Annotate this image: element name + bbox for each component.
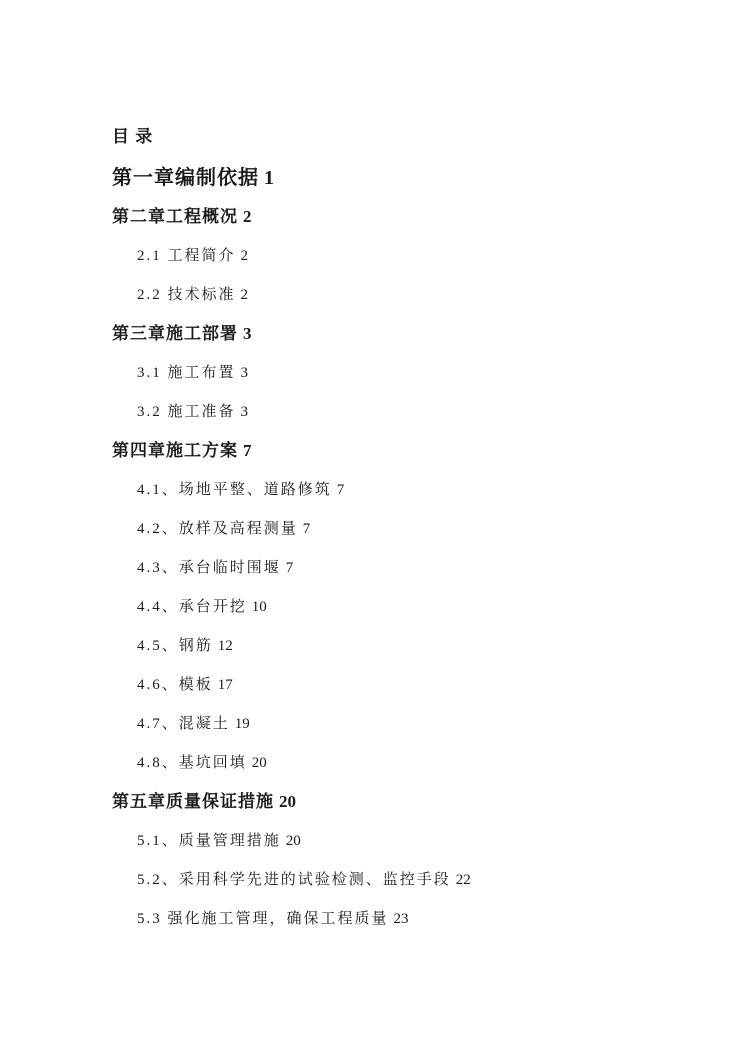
toc-entry-label: 4.5、钢筋 [137,638,213,654]
toc-entry-label: 4.8、基坑回填 [137,755,247,771]
toc-section-entry [112,871,684,889]
toc-entry-label: 4.3、承台临时围堰 [137,560,281,576]
toc-entry-page-number: 3 [240,404,249,420]
toc-entry-page-number: 12 [217,638,233,654]
toc-entry-page-number: 7 [336,482,345,498]
toc-section-entry [112,364,684,382]
toc-entry-label: 4.4、承台开挖 [137,599,247,615]
toc-entry-page-number: 20 [285,833,301,849]
toc-entry-page-number: 2 [240,287,249,303]
toc-entry-label: 5.2、采用科学先进的试验检测、监控手段 [137,872,451,888]
toc-entry-label: 5.3 强化施工管理，确保工程质量 [137,911,389,927]
toc-entry-page-number: 2 [240,248,249,264]
toc-chapter-entry [112,208,684,226]
toc-entry-page-number: 2 [243,207,252,226]
toc-section-entry [112,247,684,265]
toc-list [112,167,684,928]
toc-entry-label: 3.1 施工布置 [137,365,236,381]
toc-chapter-entry [112,793,684,811]
toc-section-entry [112,676,684,694]
toc-entry-page-number: 17 [217,677,233,693]
toc-entry-page-number: 3 [243,324,252,343]
toc-entry-label: 第四章施工方案 [112,441,238,460]
toc-section-entry [112,286,684,304]
toc-entry-page-number: 7 [285,560,294,576]
toc-entry-label: 2.2 技术标准 [137,287,236,303]
toc-entry-label: 4.7、混凝土 [137,716,230,732]
toc-entry-label: 第一章编制依据 [112,167,259,189]
toc-entry-page-number: 7 [243,441,252,460]
toc-entry-page-number: 23 [393,911,409,927]
toc-section-entry [112,520,684,538]
toc-section-entry [112,598,684,616]
toc-section-entry [112,754,684,772]
toc-section-entry [112,715,684,733]
toc-entry-label: 5.1、质量管理措施 [137,833,281,849]
toc-chapter-entry [112,325,684,343]
toc-section-entry [112,832,684,850]
toc-section-entry [112,481,684,499]
toc-section-entry [112,910,684,928]
toc-chapter-entry [112,167,684,189]
toc-section-entry [112,559,684,577]
toc-entry-label: 第二章工程概况 [112,207,238,226]
toc-entry-label: 4.2、放样及高程测量 [137,521,298,537]
toc-entry-label: 2.1 工程简介 [137,248,236,264]
toc-entry-page-number: 20 [251,755,267,771]
toc-section-entry [112,403,684,421]
toc-entry-page-number: 7 [302,521,311,537]
toc-section-entry [112,637,684,655]
toc-entry-page-number: 22 [455,872,471,888]
toc-entry-label: 4.1、场地平整、道路修筑 [137,482,332,498]
toc-entry-label: 第五章质量保证措施 [112,792,274,811]
toc-entry-page-number: 20 [279,792,296,811]
toc-entry-label: 4.6、模板 [137,677,213,693]
toc-entry-page-number: 19 [234,716,250,732]
toc-entry-page-number: 1 [264,167,274,189]
toc-entry-page-number: 10 [251,599,267,615]
toc-title: 目 录 [112,127,154,146]
toc-entry-label: 第三章施工部署 [112,324,238,343]
toc-entry-page-number: 3 [240,365,249,381]
toc-entry-label: 3.2 施工准备 [137,404,236,420]
toc-chapter-entry [112,442,684,460]
